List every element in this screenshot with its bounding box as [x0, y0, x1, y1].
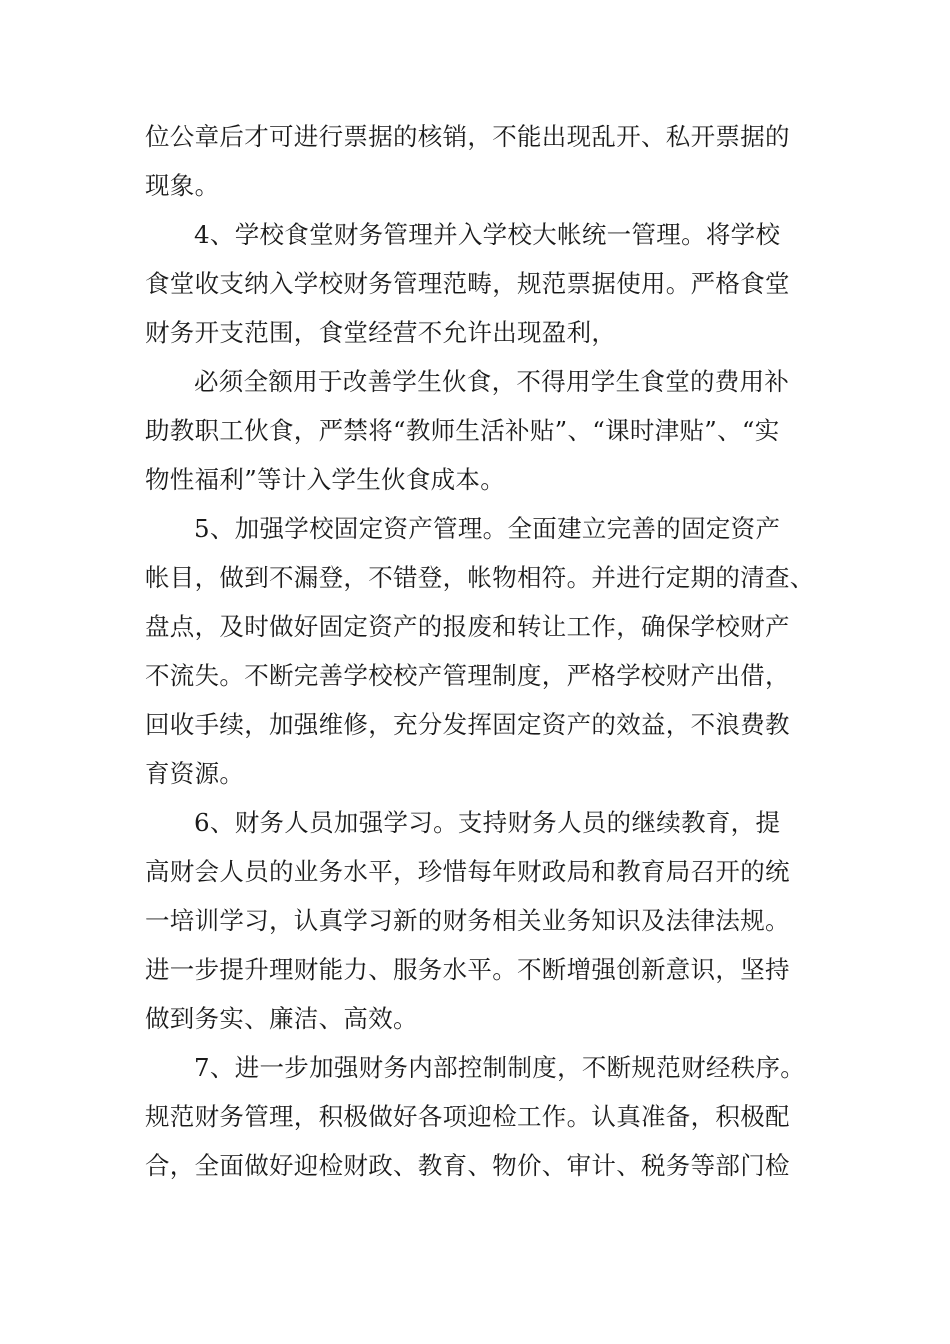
text-line: 4、学校食堂财务管理并入学校大帐统一管理。将学校 [194, 220, 781, 249]
text-line: 育资源。 [145, 759, 245, 788]
text-line: 规范财务管理，积极做好各项迎检工作。认真准备，积极配 [145, 1102, 790, 1131]
text-line: 物性福利”等计入学生伙食成本。 [145, 465, 506, 494]
text-line: 6、财务人员加强学习。支持财务人员的继续教育，提 [194, 808, 781, 837]
text-line: 盘点，及时做好固定资产的报废和转让工作，确保学校财产 [145, 612, 790, 641]
text-line: 做到务实、廉洁、高效。 [145, 1004, 418, 1033]
text-line: 必须全额用于改善学生伙食，不得用学生食堂的费用补 [194, 367, 790, 396]
text-line: 现象。 [145, 171, 220, 200]
text-line: 食堂收支纳入学校财务管理范畴，规范票据使用。严格食堂 [145, 269, 790, 298]
text-line: 5、加强学校固定资产管理。全面建立完善的固定资产 [194, 514, 781, 543]
text-line: 帐目，做到不漏登，不错登，帐物相符。并进行定期的清查、 [145, 563, 815, 592]
text-line: 财务开支范围，食堂经营不允许出现盈利， [145, 318, 617, 347]
text-line: 进一步提升理财能力、服务水平。不断增强创新意识，坚持 [145, 955, 790, 984]
text-line: 位公章后才可进行票据的核销，不能出现乱开、私开票据的 [145, 122, 790, 151]
text-line: 合，全面做好迎检财政、教育、物价、审计、税务等部门检 [145, 1151, 790, 1180]
text-line: 一培训学习，认真学习新的财务相关业务知识及法律法规。 [145, 906, 790, 935]
text-line: 不流失。不断完善学校校产管理制度，严格学校财产出借， [145, 661, 790, 690]
text-line: 7、进一步加强财务内部控制制度，不断规范财经秩序。 [194, 1053, 806, 1082]
text-line: 助教职工伙食，严禁将“教师生活补贴”、“课时津贴”、“实 [145, 416, 780, 445]
text-line: 回收手续，加强维修，充分发挥固定资产的效益，不浪费教 [145, 710, 790, 739]
text-line: 高财会人员的业务水平，珍惜每年财政局和教育局召开的统 [145, 857, 790, 886]
document-body [145, 112, 815, 1190]
